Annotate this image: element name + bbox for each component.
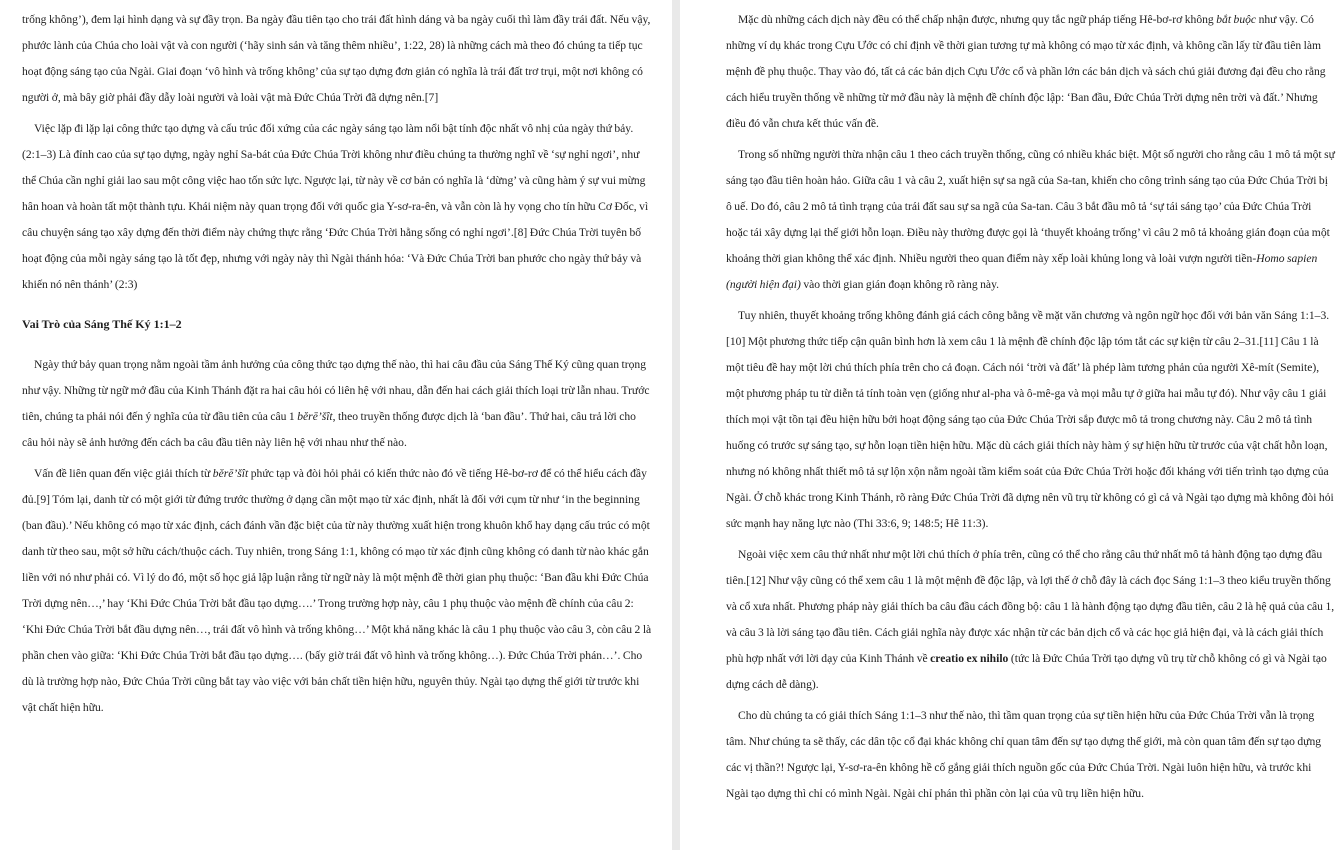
paragraph-right-1: [726, 7, 1335, 137]
page-gutter: [672, 0, 680, 850]
paragraph-right-3: Tuy nhiên, thuyết khoảng trống không đánh giá cách công bằng về mặt văn chương và ngôn ngữ học đối với bản văn Sáng 1:1–3.[10] Một phương thức tiếp cận quân bình hơn là xem câu 1 là mệnh đề chính độc lập tóm tắt các sự kiện từ câu 2–31.[11] Câu 1 là một tiêu đề hay một lời chú thích phía trên cho cả đoạn. Cách nói ‘trời và đất’ là phép làm tương phản của người Xê-mít (Semite), một phương pháp tu từ diễn tả tính toàn vẹn (giống như al-pha và ô-mê-ga và mọi mẫu tự ở giữa hai mẫu tự đó). Như vậy câu 1 giải thích mọi vật tồn tại đều hiện hữu bởi hoạt động sáng tạo của Đức Chúa Trời sắp được mô tả trong chương này. Câu 2 mô tả tình huống có trước sự sáng tạo, sự hỗn loạn tiền hiện hữu. Mặc dù cách giải thích này hàm ý sự hiện hữu từ trước của vật chất hỗn loạn, nhưng nó không nhất thiết mô tả sự lộn xộn nằm ngoài tầm kiểm soát của Đức Chúa Trời hoặc đối kháng với tiến trình tạo dựng của Ngài. Ở chỗ khác trong Kinh Thánh, rõ ràng Đức Chúa Trời đã dựng nên vũ trụ từ không có gì cả và Ngài tạo dựng mà không đòi hỏi sức mạnh hay năng lực nào (Thi 33:6, 9; 148:5; Hê 11:3).: [726, 309, 1334, 530]
paragraph-right-2-text-a: Trong số những người thừa nhận câu 1 theo cách truyền thống, cũng có nhiều khác biệt. Một số người cho rằng câu 1 mô tả một sự sáng tạo đầu tiên hoàn hảo. Giữa câu 1 và câu 2, xuất hiện sự sa ngã của Sa-tan, khiến cho công trình sáng tạo của Đức Chúa Trời bị ô uế. Do đó, câu 2 mô tả tình trạng của trái đất sau sự sa ngã của Sa-tan. Câu 3 bắt đầu mô tả ‘sự tái sáng tạo’ của Đức Chúa Trời hoặc tái xây dựng lại thế giới hỗn loạn. Điều này thường được gọi là ‘thuyết khoảng trống’ vì câu 2 mô tả khoảng gián đoạn của một khoảng thời gian không thể xác định. Nhiều người theo quan điểm này xếp loài khủng long và loài vượn người tiền-: [726, 148, 1335, 265]
paragraph-right-2: [726, 142, 1335, 298]
paragraph-right-1-text-b: như vậy. Có những ví dụ khác trong Cựu Ước có chỉ định về thời gian tương tự mà không có mạo từ xác định, và không cần lấy từ đầu tiên làm mệnh đề phụ thuộc. Thay vào đó, tất cả các bản dịch Cựu Ước cổ và phần lớn các bản dịch và sách chú giải đương đại đều cho rằng cách hiểu truyền thống về những từ mở đầu này là mệnh đề chính độc lập: ‘Ban đầu, Đức Chúa Trời dựng nên trời và đất.’ Nhưng điều đó vẫn chưa kết thúc vấn đề.: [726, 13, 1326, 130]
paragraph-left-3-text-a: Ngày thứ bảy quan trọng nằm ngoài tầm ảnh hưởng của công thức tạo dựng thế nào, thì hai câu đầu của Sáng Thế Ký cũng quan trọng như vậy. Những từ ngữ mở đầu của Kinh Thánh đặt ra hai câu hỏi có liên hệ với nhau, dẫn đến hai cách giải thích loại trừ lẫn nhau. Trước tiên, chúng ta phải nói đến ý nghĩa của từ đầu tiên của câu 1: [22, 358, 650, 423]
paragraph-right-5: Cho dù chúng ta có giải thích Sáng 1:1–3 như thế nào, thì tầm quan trọng của sự tiền hiện hữu của Đức Chúa Trời vẫn là trọng tâm. Như chúng ta sẽ thấy, các dân tộc cổ đại khác không chỉ quan tâm đến sự tạo dựng thế giới, mà còn quan tâm đến sự tạo dựng các vị thần?! Ngược lại, Y-sơ-ra-ên không hề cố gắng giải thích nguồn gốc của Đức Chúa Trời. Ngài luôn hiện hữu, và trước khi Ngài tạo dựng thì chỉ có mình Ngài. Ngài chỉ phán thì phần còn lại của vũ trụ liền hiện hữu.: [726, 709, 1322, 800]
paragraph-left-4-text-a: Vấn đề liên quan đến việc giải thích từ: [34, 467, 211, 480]
hebrew-term: bĕrē’šît: [297, 410, 333, 423]
latin-term: creatio ex nihilo: [930, 652, 1009, 665]
emphasis-text: bắt buộc: [1216, 13, 1257, 26]
paragraph-right-4: [726, 542, 1335, 698]
paragraph-left-2: Việc lặp đi lặp lại công thức tạo dựng và cấu trúc đối xứng của các ngày sáng tạo làm nổi bật tính độc nhất vô nhị của ngày thứ bảy.(2:1–3) Là đỉnh cao của sự tạo dựng, ngày nghỉ Sa-bát của Đức Chúa Trời không như điều chúng ta thường nghĩ về ‘sự nghỉ ngơi’, như thể Chúa cần nghỉ giải lao sau một công việc hao tốn sức lực. Ngược lại, từ này về cơ bản có nghĩa là ‘dừng’ và cũng hàm ý sự vui mừng hân hoan và hoàn tất một thành tựu. Khái niệm này quan trọng đối với quốc gia Y-sơ-ra-ên, và vẫn còn là hy vọng cho tín hữu Cơ Đốc, vì câu chuyện sáng tạo xây dựng đến thời điểm này chứng thực rằng ‘Đức Chúa Trời hằng sống có nghỉ ngơi’.[8] Đức Chúa Trời tuyên bố hoạt động của mỗi ngày sáng tạo là tốt đẹp, nhưng với ngày này thì Ngài thánh hóa: ‘Và Đức Chúa Trời ban phước cho ngày thứ bảy và khiến nó nên thánh’ (2:3): [22, 122, 649, 291]
paragraph-left-4: [22, 461, 652, 721]
emphasis-text: Homo sapien (người hiện đại): [726, 252, 1318, 291]
paragraph-right-1-text-a: Mặc dù những cách dịch này đều có thể chấp nhận được, nhưng quy tắc ngữ pháp tiếng Hê-bơ-rơ không: [738, 13, 1214, 26]
paragraph-left-3: [22, 352, 652, 456]
paragraph-left-1: trống không’), đem lại hình dạng và sự đầy trọn. Ba ngày đầu tiên tạo cho trái đất hình dáng và ba ngày cuối thì làm đầy trái đất. Nếu vậy, phước lành của Chúa cho loài vật và con người (‘hãy sinh sản và tăng thêm nhiều’, 1:22, 28) là những cách mà theo đó chúng ta tiếp tục hoạt động sáng tạo của Ngài. Giai đoạn ‘vô hình và trống không’ của sự tạo dựng đơn giản có nghĩa là trái đất trơ trụi, một nơi không có người ở, mà bây giờ phải đầy dẫy loài người và loài vật mà Đức Chúa Trời đã dựng nên.[7]: [22, 13, 651, 104]
paragraph-left-4-text-b: phức tạp và đòi hỏi phải có kiến thức nào đó về tiếng Hê-bơ-rơ để có thể hiểu cách đầy đủ.[9] Tóm lại, danh từ có một giới từ đứng trước thường ở dạng cần một mạo từ xác định, nhất là đối với cụm từ như ‘in the beginning (ban đầu).’ Nếu không có mạo từ xác định, cách đánh vần đặc biệt của từ này thường xuất hiện trong khuôn khổ hay dạng cấu trúc có một danh từ theo sau, một sở hữu cách/thuộc cách. Tuy nhiên, trong Sáng 1:1, không có mạo từ xác định cũng không có danh từ nào khác gắn liền với nó như phải có. Vì lý do đó, một số học giả lập luận rằng từ ngữ này là một mệnh đề thời gian phụ thuộc: ‘Ban đầu khi Đức Chúa Trời dựng nên…,’ hay ‘Khi Đức Chúa Trời bắt đầu tạo dựng….’ Trong trường hợp này, câu 1 phụ thuộc vào mệnh đề chính của câu 2: ‘Khi Đức Chúa Trời bắt đầu dựng nên…, trái đất vô hình và trống không…’ Một khả năng khác là câu 1 phụ thuộc vào câu 3, còn câu 2 là phần chen vào giữa: ‘Khi Đức Chúa Trời bắt đầu tạo dựng…. (bấy giờ trái đất vô hình và trống không…). Đức Chúa Trời phán…’. Cho dù là trường hợp nào, Đức Chúa Trời cũng bắt tay vào việc với bản chất tiền hiện hữu, nguyên thủy. Ngài tạo dựng thế giới từ trước khi vật chất hiện hữu.: [22, 467, 652, 714]
paragraph-right-2-text-b: vào thời gian gián đoạn không rõ ràng này.: [803, 278, 1000, 291]
paragraph-right-4-text-a: Ngoài việc xem câu thứ nhất như một lời chú thích ở phía trên, cũng có thể cho rằng câu thứ nhất mô tả hành động tạo dựng đầu tiên.[12] Như vậy cũng có thể xem câu 1 là một mệnh đề độc lập, và lợi thế ở chỗ đây là cách đọc Sáng 1:1–3 theo kiểu truyền thống và cổ xưa nhất. Phương pháp này giải thích ba câu đầu cách đồng bộ: câu 1 là hành động tạo dựng đầu tiên, câu 2 là hệ quả của câu 1, và câu 3 là lời sáng tạo đầu tiên. Cách giải nghĩa này được xác nhận từ các bản dịch cổ và các học giả hiện đại, và là cách giải thích phù hợp nhất với lời dạy của Kinh Thánh về: [726, 548, 1335, 665]
paragraph-left-3-text-b: , theo truyền thống được dịch là ‘ban đầu’. Thứ hai, câu trả lời cho câu hỏi này sẽ ảnh hưởng đến cách ba câu đầu tiên này liên hệ với nhau như thế nào.: [22, 410, 636, 449]
section-heading: Vai Trò của Sáng Thế Ký 1:1–2: [22, 317, 182, 331]
paragraph-right-4-text-b: (tức là Đức Chúa Trời tạo dựng vũ trụ từ chỗ không có gì và Ngài tạo dựng cách dễ dàng).: [726, 652, 1327, 691]
hebrew-term: bĕrē’šît: [212, 467, 249, 480]
right-page[interactable]: [680, 0, 1343, 850]
